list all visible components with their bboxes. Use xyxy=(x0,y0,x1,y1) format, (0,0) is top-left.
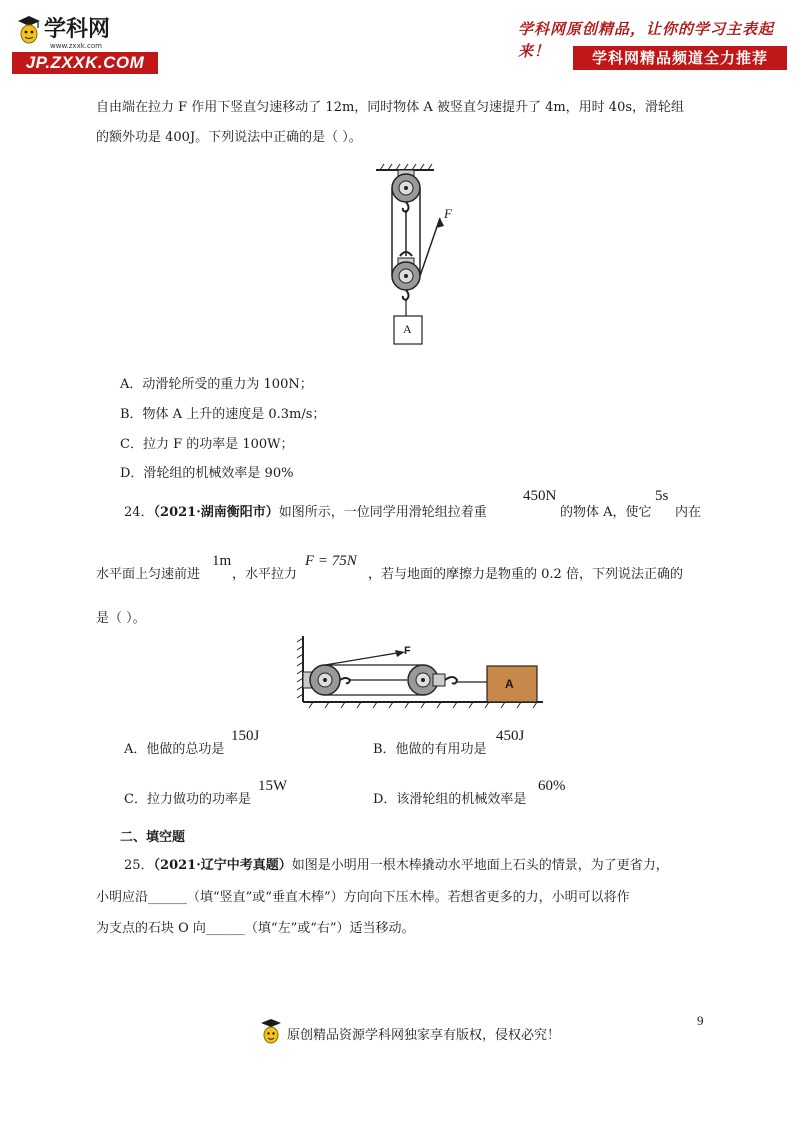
q24-text-d: 水平面上匀速前进 xyxy=(96,567,201,582)
q23-option-a[interactable]: A．动滑轮所受的重力为 100N； xyxy=(120,377,313,392)
q23-line1: 自由端在拉力 F 作用下竖直匀速移动了 12m，同时物体 A 被竖直匀速提升了 4m，用时 40s，滑轮组 xyxy=(96,100,685,115)
q25-number: 25． xyxy=(124,858,154,873)
pulley-figure-vertical xyxy=(370,158,470,348)
q23-option-d[interactable]: D．滑轮组的机械效率是 90% xyxy=(120,466,294,481)
fig1-force-label: F xyxy=(444,206,452,221)
q24-distance: 1m xyxy=(212,553,232,569)
q24-option-c-value: 15W xyxy=(258,778,288,794)
q24-option-d-value: 60% xyxy=(538,778,566,794)
header-slogan: 学科网原创精品，让你的学习主表起来！ xyxy=(518,20,775,60)
q24-text-f: ，若与地面的摩擦力是物重的 0.2 倍，下列说法正确的 xyxy=(368,567,683,582)
q24-option-b-value: 450J xyxy=(496,728,525,744)
q25-line1 xyxy=(124,856,669,876)
q24-option-b-label: B．他做的有用功是 xyxy=(373,742,487,757)
q24-text-g: 是（ ）。 xyxy=(96,611,146,626)
q23-option-c[interactable]: C．拉力 F 的功率是 100W； xyxy=(120,437,294,452)
q24-weight: 450N xyxy=(523,488,557,504)
q24-text-a: 如图所示，一位同学用滑轮组拉着重 xyxy=(278,505,487,520)
q23-line2: 的额外功是 400J。下列说法中正确的是（ ）。 xyxy=(96,130,362,145)
q25-line3: 为支点的石块 O 向______（填“左”或“右”）适当移动。 xyxy=(96,921,415,936)
fig2-force-label: F xyxy=(404,645,411,657)
q24-time: 5s xyxy=(655,488,669,504)
q25-line1-rest: 如图是小明用一根木棒撬动水平地面上石头的情景，为了更省力， xyxy=(291,858,669,873)
pulley-figure-horizontal xyxy=(295,636,545,716)
fig2-block-label: A xyxy=(505,677,514,691)
site-url-bar[interactable]: JP.ZXXK.COM xyxy=(12,52,158,74)
q24-option-d[interactable] xyxy=(373,790,526,810)
q24-text-e: ，水平拉力 xyxy=(232,567,298,582)
q23-option-b[interactable]: B．物体 A 上升的速度是 0.3m/s； xyxy=(120,407,326,422)
logo-name: 学科网 xyxy=(44,17,111,42)
q24-force xyxy=(305,553,357,570)
header xyxy=(0,0,800,80)
footer-mascot-icon xyxy=(259,1017,283,1047)
q24-number: 24． xyxy=(124,505,154,520)
q24-source: （2021·湖南衡阳市） xyxy=(153,505,279,520)
q24-line1 xyxy=(124,503,487,523)
q25-source: （2021·辽宁中考真题） xyxy=(153,858,292,873)
q24-option-b[interactable] xyxy=(373,740,487,760)
q24-option-c-label: C．拉力做功的功率是 xyxy=(124,792,251,807)
mascot-icon xyxy=(16,14,42,48)
q24-text-b: 的物体 A，使它 xyxy=(560,505,652,520)
q24-force-value: F = 75N xyxy=(305,553,357,569)
q24-option-d-label: D．该滑轮组的机械效率是 xyxy=(373,792,527,807)
q24-text-c: 内在 xyxy=(675,505,702,520)
q24-option-c[interactable] xyxy=(124,790,251,810)
section-title: 二、填空题 xyxy=(120,830,186,845)
header-banner: 学科网精品频道全力推荐 xyxy=(573,46,787,70)
q24-option-a-label: A．他做的总功是 xyxy=(124,742,225,757)
fig1-block-label: A xyxy=(403,322,412,336)
q25-line2: 小明应沿______（填“竖直”或“垂直木棒”）方向向下压木棒。若想省更多的力，小明可以将作 xyxy=(96,890,630,905)
logo-small-url: www.zxxk.com xyxy=(50,42,102,50)
footer-copyright: 原创精品资源学科网独家享有版权，侵权必究！ xyxy=(287,1028,561,1043)
q24-option-a-value: 150J xyxy=(231,728,260,744)
q24-option-a[interactable] xyxy=(124,740,224,760)
page-number: 9 xyxy=(697,1013,704,1028)
